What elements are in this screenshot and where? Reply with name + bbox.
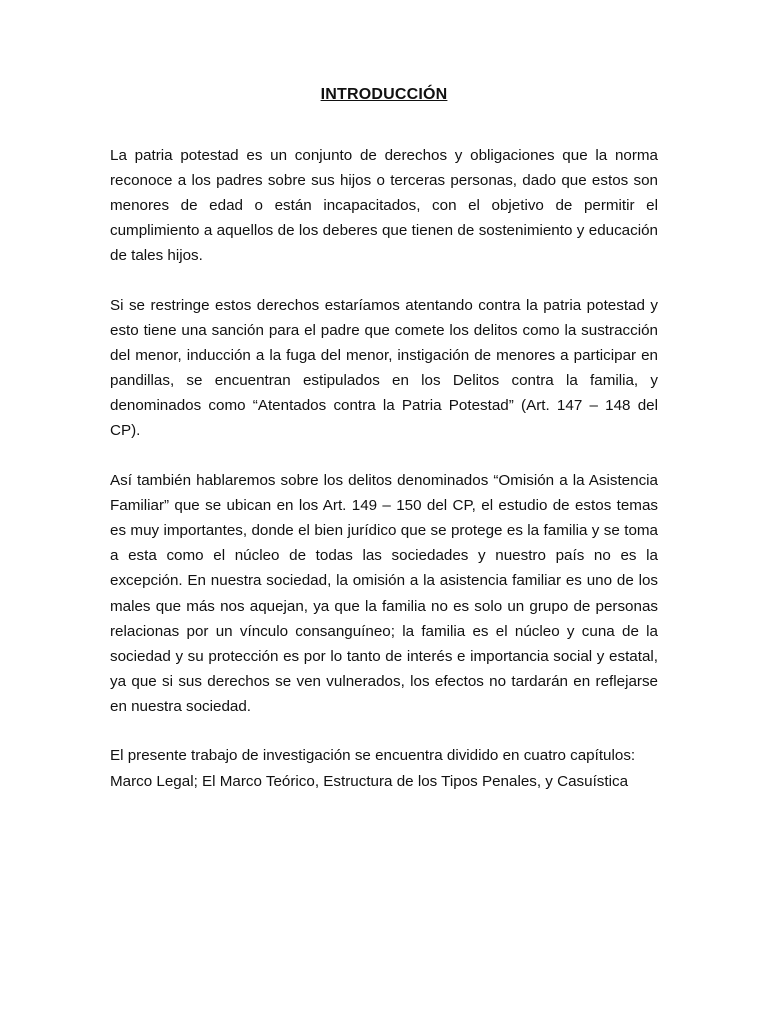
paragraph-4: El presente trabajo de investigación se encuentra dividido en cuatro capítulos: Marco Legal; El Marco Teórico, Estructura de los Tipos Penales, y Casuística — [110, 747, 636, 790]
paragraph-3: Así también hablaremos sobre los delitos denominados “Omisión a la Asistencia Familiar” que se ubican en los Art. 149 – 150 del CP, el estudio de estos temas es muy importantes, donde el bien jurídico que se protege es la familia y se toma a esta como el núcleo de todas las sociedades y nuestro país no es la excepción. En nuestra sociedad, la omisión a la asistencia familiar es uno de los males que más nos aquejan, ya que la familia no es solo un grupo de personas relacionas por un vínculo consanguíneo; la familia es el núcleo y cuna de la sociedad y su protección es por lo tanto de interés e importancia social y estatal, ya que si sus derechos se ven vulnerados, los efectos no tardarán en reflejarse en nuestra sociedad. — [110, 472, 658, 715]
document-body — [110, 143, 658, 818]
paragraph-2: Si se restringe estos derechos estaríamos atentando contra la patria potestad y esto tiene una sanción para el padre que comete los delitos como la sustracción del menor, inducción a la fuga del menor, instigación de menores a participar en pandillas, se encuentran estipulados en los Delitos contra la familia, y denominados como “Atentados contra la Patria Potestad” (Art. 147 – 148 del CP). — [110, 296, 658, 440]
paragraph-1: La patria potestad es un conjunto de derechos y obligaciones que la norma reconoce a los padres sobre sus hijos o terceras personas, dado que estos son menores de edad o están incapacitados, con el objetivo de permitir el cumplimiento a aquellos de los deberes que tienen de sostenimiento y educación de tales hijos. — [110, 147, 658, 265]
page-title: INTRODUCCIÓN — [320, 86, 448, 103]
